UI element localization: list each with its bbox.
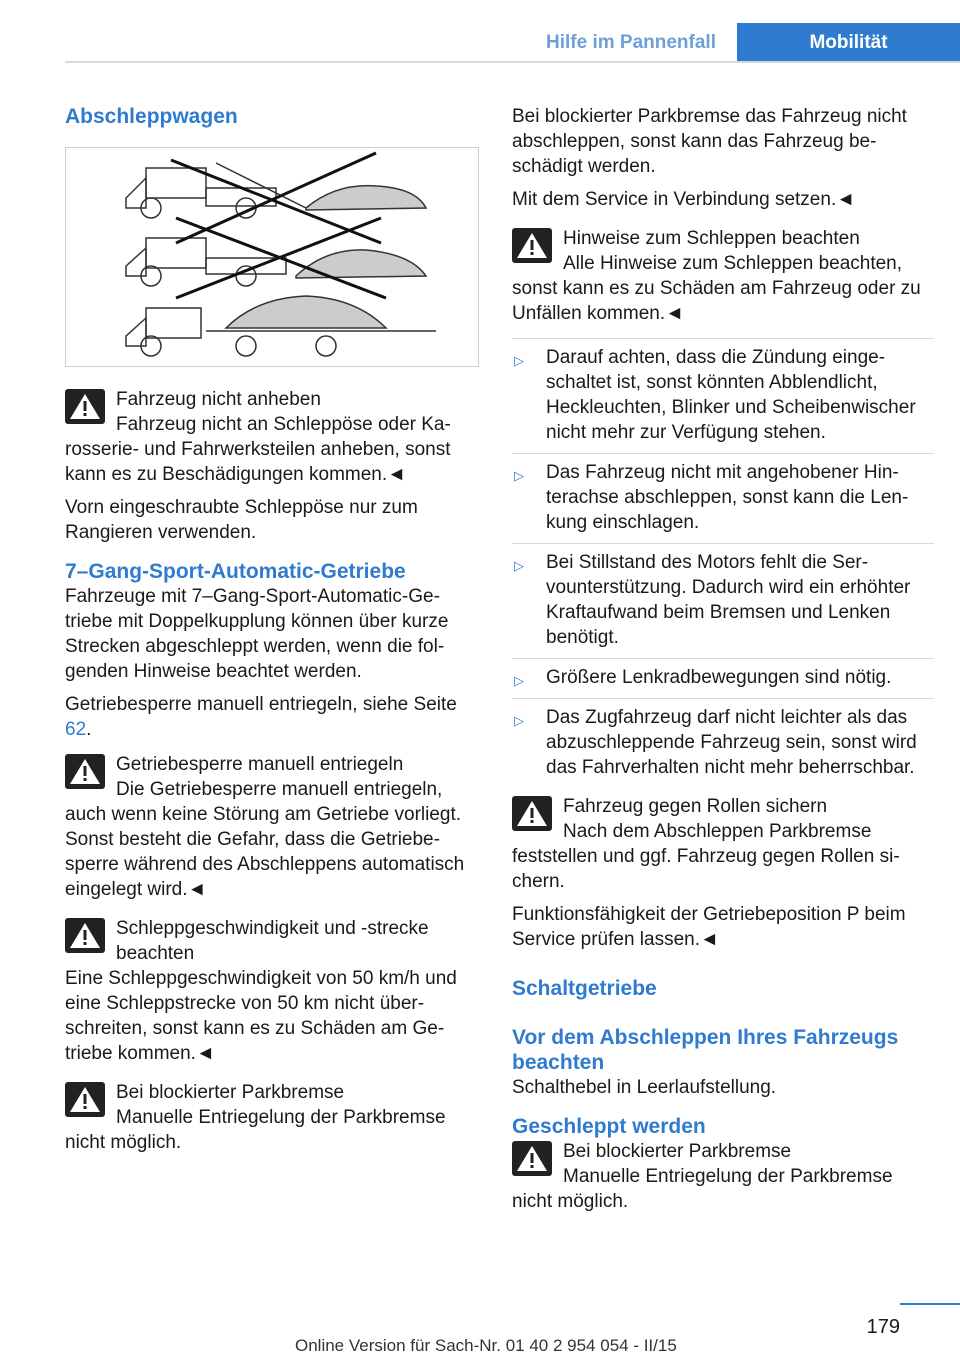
list-item bbox=[512, 338, 934, 453]
warning-text: Manuelle Entriegelung der Parkbremse nicht möglich. bbox=[65, 1107, 446, 1153]
warning-triangle-icon bbox=[65, 389, 105, 424]
reference-text: Getriebesperre manuell entriegeln, siehe Seite bbox=[65, 694, 457, 715]
paragraph-getriebeposition: Funktionsfähigkeit der Getriebeposition P beim Service prüfen lassen.◄ bbox=[512, 904, 906, 950]
triangle-right-icon: ▷ bbox=[514, 558, 524, 573]
heading-7-gang: 7–Gang-Sport-Automatic-Getriebe bbox=[65, 560, 406, 583]
page-number: 179 bbox=[866, 1316, 900, 1338]
bullet-list bbox=[512, 338, 934, 788]
footer-version: Online Version für Sach-Nr. 01 40 2 954 054 - II/15 bbox=[295, 1336, 677, 1355]
tow-trucks-illustration-icon bbox=[66, 148, 478, 366]
warning-text: Fahrzeug nicht an Schleppöse oder Karosserie- und Fahrwerksteilen anheben, sonst kann es zu Beschädigungen kommen.◄ bbox=[65, 414, 451, 485]
warning-title: Fahrzeug nicht anheben bbox=[116, 389, 321, 410]
warning-title: Schleppgeschwindigkeit und -strecke beachten bbox=[116, 918, 429, 964]
list-item-text: Das Fahrzeug nicht mit angehobener Hinterachse abschleppen, sonst kann die Lenkung einschlagen. bbox=[546, 462, 909, 533]
right-column bbox=[512, 104, 934, 1222]
paragraph-schleppoese: Vorn eingeschraubte Schleppöse nur zum Rangieren verwenden. bbox=[65, 497, 418, 543]
warning-title: Bei blockierter Parkbremse bbox=[563, 1141, 792, 1162]
heading-abschleppwagen: Abschleppwagen bbox=[65, 105, 238, 128]
towing-illustration bbox=[65, 147, 479, 367]
warning-body bbox=[65, 412, 479, 487]
warning-triangle-icon bbox=[512, 796, 552, 831]
list-item bbox=[512, 658, 934, 698]
triangle-right-icon: ▷ bbox=[514, 468, 524, 483]
warning-title: Fahrzeug gegen Rollen sichern bbox=[563, 796, 828, 817]
warning-text: Alle Hinweise zum Schleppen beachten, sonst kann es zu Schäden am Fahrzeug oder zu Unfällen kommen.◄ bbox=[512, 253, 921, 324]
page-link[interactable]: 62 bbox=[65, 719, 87, 740]
warning-triangle-icon bbox=[65, 1082, 105, 1117]
warning-getriebesperre bbox=[65, 752, 479, 902]
paragraph-fahrzeuge-7-gang: Fahrzeuge mit 7–Gang-Sport-Automatic-Getriebe mit Doppelkupplung können über kurze Strecken abgeschleppt werden, wenn die folgenden Hinweise beachtet werden. bbox=[65, 586, 449, 682]
warning-text: Die Getriebesperre manuell entriegeln, auch wenn keine Störung am Getriebe vorliegt. Sonst besteht die Gefahr, dass die Getriebesperre während des Abschleppens automatisch eingelegt wird.◄ bbox=[65, 779, 465, 900]
warning-title: Hinweise zum Schleppen beachten bbox=[563, 228, 860, 249]
list-item-text: Größere Lenkradbewegungen sind nötig. bbox=[546, 667, 892, 688]
warning-title: Bei blockierter Parkbremse bbox=[116, 1082, 345, 1103]
triangle-right-icon: ▷ bbox=[514, 353, 524, 368]
footer-accent-line bbox=[900, 1303, 960, 1305]
warning-triangle-icon bbox=[65, 754, 105, 789]
tab-hilfe-im-pannenfall[interactable]: Hilfe im Pannenfall bbox=[526, 23, 736, 63]
warning-title: Getriebesperre manuell entriegeln bbox=[116, 754, 404, 775]
paragraph-service: Mit dem Service in Verbindung setzen.◄ bbox=[512, 189, 856, 210]
warning-blockierte-parkbremse bbox=[65, 1080, 479, 1155]
warning-text: Nach dem Abschleppen Parkbremse feststellen und ggf. Fahrzeug gegen Rollen sichern. bbox=[512, 821, 900, 892]
paragraph-getriebesperre-verweis bbox=[65, 692, 479, 742]
list-item bbox=[512, 698, 934, 788]
list-item-text: Bei Stillstand des Motors fehlt die Servounterstützung. Dadurch wird ein erhöhter Kraftaufwand beim Bremsen und Lenken benötigt. bbox=[546, 552, 911, 648]
paragraph-blockierte-parkbremse: Bei blockierter Parkbremse das Fahrzeug nicht abschleppen, sonst kann das Fahrzeug beschädigt werden. bbox=[512, 106, 907, 177]
heading-geschleppt-werden: Geschleppt werden bbox=[512, 1115, 706, 1138]
warning-triangle-icon bbox=[512, 228, 552, 263]
triangle-right-icon: ▷ bbox=[514, 713, 524, 728]
warning-triangle-icon bbox=[65, 918, 105, 953]
list-item-text: Darauf achten, dass die Zündung eingeschaltet ist, sonst könnten Abblendlicht, Heckleuchten, Blinker und Scheibenwischer nicht mehr zur Verfügung stehen. bbox=[546, 347, 916, 443]
warning-schleppgeschwindigkeit bbox=[65, 916, 479, 1066]
warning-text: Eine Schleppgeschwindigkeit von 50 km/h und eine Schleppstrecke von 50 km nicht überschreiten, sonst kann es zu Schäden am Getriebe kommen.◄ bbox=[65, 968, 457, 1064]
warning-text: Manuelle Entriegelung der Parkbremse nicht möglich. bbox=[512, 1166, 893, 1212]
warning-triangle-icon bbox=[512, 1141, 552, 1176]
tab-mobilitaet[interactable]: Mobilität bbox=[737, 23, 960, 63]
list-item bbox=[512, 453, 934, 543]
header-divider bbox=[65, 61, 960, 63]
paragraph-schalthebel: Schalthebel in Leerlaufstellung. bbox=[512, 1077, 777, 1098]
heading-schaltgetriebe: Schaltgetriebe bbox=[512, 977, 657, 1000]
list-item bbox=[512, 543, 934, 658]
warning-schleppen-hinweise bbox=[512, 226, 934, 326]
warning-rollen-sichern bbox=[512, 794, 934, 894]
warning-blockierte-parkbremse-right bbox=[512, 1139, 934, 1214]
heading-vor-dem-abschleppen: Vor dem Abschleppen Ihres Fahrzeugs beachten bbox=[512, 1026, 899, 1074]
warning-fahrzeug-nicht-anheben bbox=[65, 387, 479, 487]
left-column bbox=[65, 100, 479, 1163]
triangle-right-icon: ▷ bbox=[514, 673, 524, 688]
list-item-text: Das Zugfahrzeug darf nicht leichter als das abzuschleppende Fahrzeug sein, sonst wird das Fahrverhalten nicht mehr beherrschbar. bbox=[546, 707, 917, 778]
reference-end: . bbox=[86, 719, 92, 740]
